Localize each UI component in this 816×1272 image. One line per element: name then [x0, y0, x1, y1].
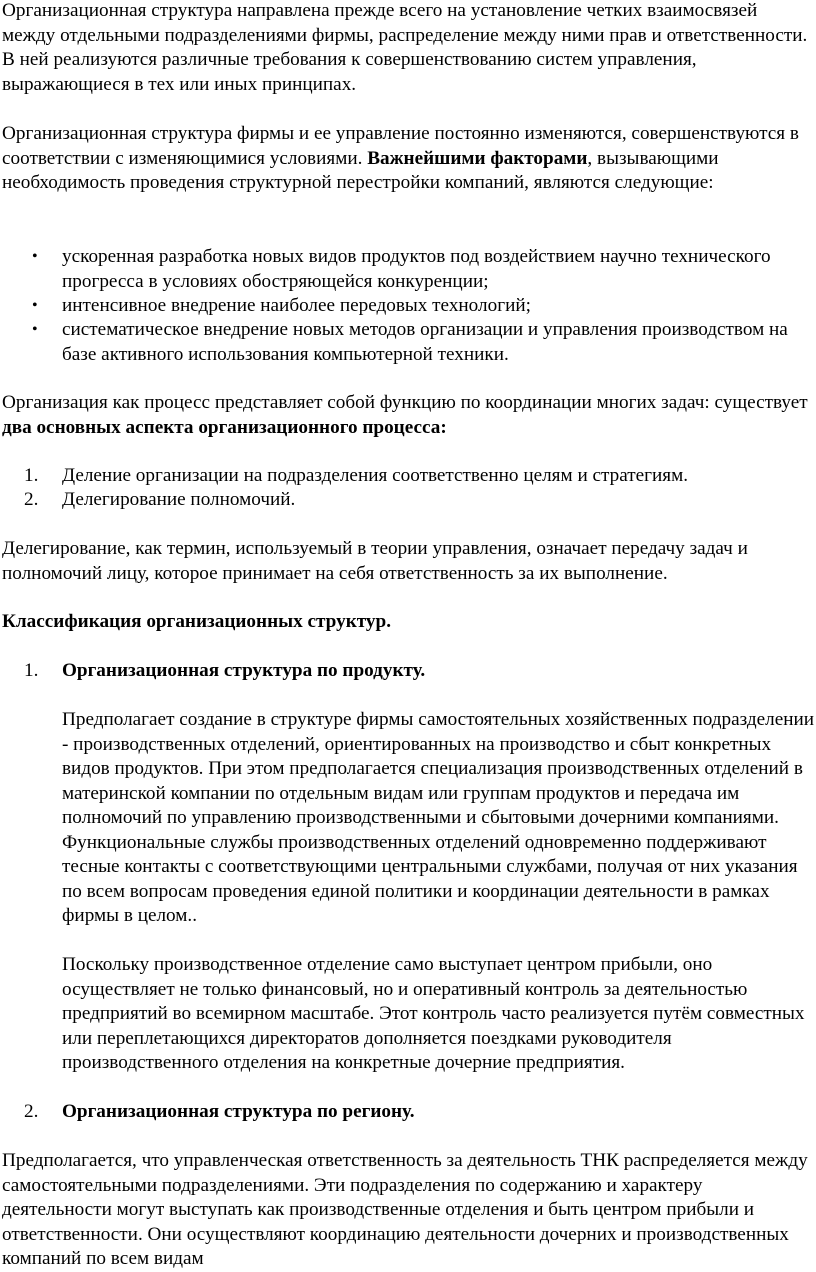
aspects-paragraph: [2, 391, 814, 440]
bullet-marker: •: [32, 321, 38, 338]
factors-paragraph: [2, 122, 814, 196]
list-item: [32, 245, 816, 294]
bullet-text: интенсивное внедрение наиболее передовых технологий;: [62, 295, 531, 316]
list-number: 2.: [24, 1101, 39, 1122]
list-item: [24, 488, 816, 513]
delegation-paragraph: Делегирование, как термин, используемый в теории управления, означает передачу задач и полномочий лицу, которое принимает на себя ответственность за их выполнение.: [2, 538, 748, 584]
bullet-marker: •: [32, 248, 38, 265]
aspects-paragraph-text: Организация как процесс представляет собой функцию по координации многих задач: существует: [2, 392, 808, 413]
bullet-text: ускоренная разработка новых видов продуктов под воздействием научно технического прогресса в условиях обостряющейся конкуренции;: [62, 246, 771, 292]
list-item: [32, 294, 816, 319]
list-number: 1.: [24, 660, 39, 681]
factors-paragraph-bold: Важнейшими факторами: [367, 147, 588, 169]
product-paragraph-2: Поскольку производственное отделение само выступает центром прибыли, оно осуществляет не только финансовый, но и оперативный контроль за деятельностью предприятий во всемирном масштабе. Этот контроль часто реализуется путём совместных или переплетающихся директоратов дополняется поездками руководителя производственного отделения на конкретные дочерние предприятия.: [62, 954, 805, 1073]
section-heading-region: [24, 1100, 816, 1125]
list-item: [32, 318, 816, 367]
factors-paragraph-text-start: Организационная структура фирмы и ее управление постоянно изменяются, совершенствуются в соответствии с изменяющимися условиями.: [2, 123, 799, 169]
list-item: [24, 464, 816, 489]
list-item-text: Делегирование полномочий.: [62, 489, 296, 510]
region-paragraph: Предполагается, что управленческая ответственность за деятельность ТНК распределяется между самостоятельными подразделениями. Эти подразделения по содержанию и характеру деятельности могут выступать как производственные отделения и быть центром прибыли и ответственности. Они осуществляют координацию деятельности дочерних и производственных компаний по всем видам: [2, 1150, 808, 1269]
section-title: Организационная структура по продукту.: [62, 660, 426, 681]
product-paragraph-1: Предполагает создание в структуре фирмы самостоятельных хозяйственных подразделении - производственных отделений, ориентированных на производство и сбыт конкретных видов продуктов. При этом предполагается специализация производственных отделений в материнской компании по отдельным видам или группам продуктов и передача им полномочий по управлению производственными и сбытовыми дочерними компаниями. Функциональные службы производственных отделений одновременно поддерживают тесные контакты с соответствующими центральными службами, получая от них указания по всем вопросам проведения единой политики и координации деятельности в рамках фирмы в целом..: [62, 709, 815, 926]
section-heading-product: [24, 659, 816, 684]
bullet-marker: •: [32, 297, 38, 314]
classification-heading-text: Классификация организационных структур.: [2, 611, 391, 632]
aspects-paragraph-bold: два основных аспекта организационного процесса:: [2, 416, 447, 438]
list-item-text: Деление организации на подразделения соответственно целям и стратегиям.: [62, 465, 689, 486]
intro-paragraph: Организационная структура направлена прежде всего на установление четких взаимосвязей между отдельными подразделениями фирмы, распределение между ними прав и ответственности. В ней реализуются различные требования к совершенствованию систем управления, выражающиеся в тех или иных принципах.: [2, 0, 808, 95]
list-number: 1.: [24, 465, 39, 486]
factors-paragraph-text-end: , вызывающими необходимость проведения структурной перестройки компаний, являются следующие:: [2, 147, 719, 193]
section-title: Организационная структура по региону.: [62, 1101, 415, 1122]
list-number: 2.: [24, 489, 39, 510]
bullet-text: систематическое внедрение новых методов организации и управления производством на базе активного использования компьютерной техники.: [62, 319, 788, 365]
classification-heading: [2, 610, 814, 635]
